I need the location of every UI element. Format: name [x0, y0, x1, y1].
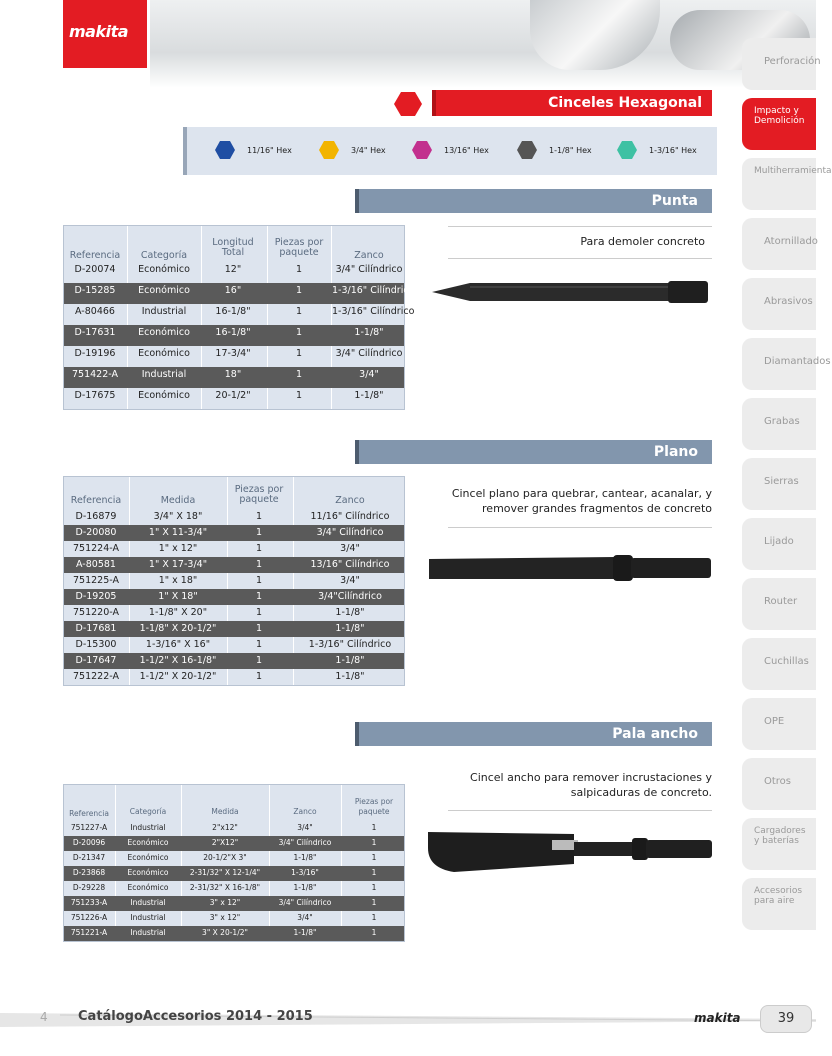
col-categoria: Categoría: [140, 250, 188, 261]
table-cell: 1-1/8": [335, 671, 365, 682]
tool-photo-part: [530, 0, 660, 70]
table-row: [64, 541, 404, 557]
side-tab-label: Grabas: [764, 416, 800, 427]
makita-footer-logo: makita: [694, 1011, 741, 1025]
table-cell: Económico: [138, 327, 190, 338]
table-cell: 3/4": [359, 369, 379, 380]
table-cell: 1: [295, 327, 303, 338]
col-categoria: Categoría: [129, 807, 167, 816]
table-cell: 16-1/8": [215, 327, 251, 338]
side-tab[interactable]: [742, 578, 816, 630]
table-cell: 3/4": [340, 543, 360, 554]
table-cell: 1: [295, 369, 303, 380]
table-cell: 1-1/8": [293, 928, 317, 937]
table-cell: 1-1/8" X 20": [148, 607, 208, 618]
table-cell: 1-3/16": [291, 868, 319, 877]
table-cell: 1: [255, 639, 263, 650]
page-number: 39: [760, 1005, 812, 1033]
table-row: [64, 866, 404, 881]
table-cell: 1: [371, 853, 377, 862]
side-tab[interactable]: [742, 218, 816, 270]
table-row: [64, 851, 404, 866]
table-cell: 1-1/8": [335, 655, 365, 666]
col-medida: Medida: [160, 495, 196, 506]
table-cell: 1: [255, 559, 263, 570]
table-cell: Económico: [127, 838, 169, 847]
table-cell: 3/4" Cilíndrico: [316, 527, 384, 538]
table-cell: 3/4" Cilíndrico: [335, 264, 403, 275]
table-cell: 17-3/4": [215, 348, 251, 359]
table-row: [64, 896, 404, 911]
table-cell: 16-1/8": [215, 306, 251, 317]
side-tab[interactable]: [742, 338, 831, 390]
table-cell: 3/4": [340, 575, 360, 586]
pala-table: [63, 784, 405, 942]
col-referencia: Referencia: [69, 250, 121, 261]
table-row: [64, 262, 404, 283]
pala-description: Cincel ancho para remover incrustaciones y salpicaduras de concreto.: [470, 771, 712, 799]
table-cell: 751222-A: [73, 671, 119, 682]
table-row: [64, 605, 404, 621]
table-cell: Económico: [138, 264, 190, 275]
table-cell: 1: [255, 623, 263, 634]
table-cell: Económico: [138, 348, 190, 359]
col-medida: Medida: [211, 807, 239, 816]
table-cell: D-19196: [74, 348, 116, 359]
side-tab[interactable]: [742, 278, 816, 330]
side-tab[interactable]: [742, 758, 816, 810]
table-cell: 18": [224, 369, 242, 380]
table-cell: Industrial: [130, 898, 166, 907]
side-tab-label: Diamantados: [764, 356, 831, 367]
table-cell: Industrial: [130, 823, 166, 832]
col-referencia: Referencia: [69, 809, 109, 818]
table-cell: 20-1/2"X 3": [203, 853, 247, 862]
table-row: [64, 304, 415, 325]
table-cell: 1-3/16" X 16": [145, 639, 211, 650]
side-tab[interactable]: [742, 518, 816, 570]
table-cell: 2-31/32" X 12-1/4": [189, 868, 261, 877]
table-cell: Industrial: [130, 928, 166, 937]
table-cell: 3/4"Cilíndrico: [318, 591, 382, 602]
table-cell: D-20074: [74, 264, 116, 275]
pala-section-header: Pala ancho: [355, 722, 712, 746]
table-cell: 1-3/16" Cilíndrico: [332, 306, 415, 317]
table-cell: D-17675: [74, 390, 116, 401]
table-cell: 1: [255, 607, 263, 618]
plano-description: Cincel plano para quebrar, cantear, acanalar, y remover grandes fragmentos de concreto: [451, 487, 712, 515]
table-cell: 1: [371, 868, 377, 877]
table-cell: D-20096: [72, 838, 106, 847]
table-cell: 1: [295, 264, 303, 275]
table-cell: 1-1/8": [293, 853, 317, 862]
table-cell: Industrial: [130, 913, 166, 922]
table-cell: 1: [371, 838, 377, 847]
table-cell: 751220-A: [73, 607, 119, 618]
table-cell: A-80466: [75, 306, 115, 317]
side-tab[interactable]: [742, 698, 816, 750]
point-chisel-image: [430, 280, 712, 304]
table-cell: 1-1/8": [335, 607, 365, 618]
hexagon-icon: [215, 141, 235, 159]
table-cell: D-20080: [75, 527, 117, 538]
plano-table: [63, 476, 405, 686]
table-cell: 3/4": [297, 823, 313, 832]
table-cell: 11/16" Cilíndrico: [310, 511, 390, 522]
table-cell: D-15300: [75, 639, 117, 650]
punta-table: [63, 225, 415, 410]
table-row: [64, 346, 404, 367]
table-row: [64, 557, 404, 573]
table-cell: 3/4" Cilíndrico: [278, 898, 332, 907]
table-cell: 1" X 11-3/4": [148, 527, 208, 538]
side-tab-label: Cuchillas: [764, 656, 809, 667]
table-cell: Industrial: [141, 306, 187, 317]
table-cell: 751233-A: [70, 898, 108, 907]
table-cell: D-23868: [72, 868, 106, 877]
table-cell: 1-1/2" X 20-1/2": [139, 671, 217, 682]
table-cell: 1: [295, 348, 303, 359]
table-row: [64, 388, 404, 409]
side-tab[interactable]: [742, 878, 816, 930]
legend-item: 1-3/16" Hex: [617, 141, 697, 159]
table-cell: 1: [255, 671, 263, 682]
side-tab[interactable]: [742, 398, 816, 450]
table-cell: Económico: [127, 853, 169, 862]
table-cell: 3" x 12": [209, 898, 241, 907]
legend-item: 1-1/8" Hex: [517, 141, 592, 159]
col-zanco: Zanco: [335, 495, 365, 506]
table-cell: 751227-A: [70, 823, 108, 832]
side-tab-label: OPE: [764, 716, 785, 727]
table-cell: 1: [295, 390, 303, 401]
hexagon-icon: [517, 141, 537, 159]
hex-legend: [183, 127, 717, 175]
table-cell: 12": [224, 264, 242, 275]
side-tab-label: Impacto y Demolición: [754, 106, 805, 126]
side-tab-label: Cargadores y baterías: [754, 826, 806, 846]
table-cell: 1: [255, 527, 263, 538]
table-cell: D-29228: [72, 883, 106, 892]
table-cell: Económico: [138, 285, 190, 296]
legend-item: 13/16" Hex: [412, 141, 489, 159]
table-cell: 1-3/16" Cilíndrico: [332, 285, 415, 296]
punta-section-header: Punta: [355, 189, 712, 213]
table-cell: 1" x 12": [158, 543, 198, 554]
table-cell: D-16879: [75, 511, 117, 522]
table-row: [64, 836, 404, 851]
table-cell: 20-1/2": [215, 390, 251, 401]
table-cell: D-17631: [74, 327, 116, 338]
table-cell: 1-1/8": [354, 390, 384, 401]
side-tab[interactable]: [742, 818, 816, 870]
table-cell: D-19205: [75, 591, 117, 602]
table-row: [64, 821, 404, 836]
table-cell: 1: [255, 511, 263, 522]
table-row: [64, 621, 404, 637]
wide-chisel-image: [424, 828, 716, 874]
makita-logo: makita: [63, 0, 147, 68]
table-cell: 3/4" Cilíndrico: [335, 348, 403, 359]
table-cell: 1: [255, 655, 263, 666]
left-page-number: 4: [40, 1010, 48, 1024]
table-cell: 1: [295, 285, 303, 296]
table-row: [64, 325, 404, 346]
table-cell: 3" X 20-1/2": [202, 928, 248, 937]
side-tab-label: Accesorios para aire: [754, 886, 803, 906]
header-tool-photo: [150, 0, 821, 88]
section-title: Cinceles Hexagonal: [432, 90, 712, 116]
table-row: [64, 637, 404, 653]
col-piezas: Piezas por paquete: [274, 237, 324, 258]
table-cell: 1" x 18": [158, 575, 198, 586]
table-cell: Económico: [127, 883, 169, 892]
table-row: [64, 926, 404, 941]
legend-item: 11/16" Hex: [215, 141, 292, 159]
table-cell: 1: [255, 543, 263, 554]
table-cell: 1-1/8": [354, 327, 384, 338]
table-cell: 1: [371, 883, 377, 892]
table-cell: 1-3/16" Cilíndrico: [308, 639, 392, 650]
side-tab-label: Otros: [764, 776, 792, 787]
table-cell: 1: [371, 898, 377, 907]
table-cell: 2"x12": [212, 823, 238, 832]
table-row: [64, 367, 404, 388]
table-cell: 1" X 17-3/4": [148, 559, 208, 570]
hexagon-icon: [319, 141, 339, 159]
punta-description: Para demoler concreto: [580, 235, 705, 248]
table-row: [64, 589, 404, 605]
side-tab-label: Perforación: [764, 56, 821, 67]
divider: [448, 226, 712, 227]
side-tab-label: Multiherramienta: [754, 166, 832, 176]
side-tab[interactable]: [742, 38, 821, 90]
divider: [448, 810, 712, 811]
table-row: [64, 525, 404, 541]
table-cell: 3/4": [297, 913, 313, 922]
legend-item: 3/4" Hex: [319, 141, 386, 159]
table-cell: Industrial: [141, 369, 187, 380]
table-cell: 16": [224, 285, 242, 296]
table-cell: D-17647: [75, 655, 117, 666]
table-row: [64, 283, 415, 304]
hexagon-icon: [617, 141, 637, 159]
table-cell: 751221-A: [70, 928, 108, 937]
table-cell: 2-31/32" X 16-1/8": [189, 883, 261, 892]
col-zanco: Zanco: [293, 807, 317, 816]
table-cell: 1-1/2" X 16-1/8": [139, 655, 217, 666]
table-cell: 1-1/8": [293, 883, 317, 892]
table-cell: 751224-A: [73, 543, 119, 554]
table-row: [64, 509, 404, 525]
table-cell: 1: [371, 913, 377, 922]
table-cell: 3/4" Cilíndrico: [278, 838, 332, 847]
hexagon-icon: [394, 92, 422, 116]
table-row: [64, 573, 404, 589]
table-row: [64, 653, 404, 669]
table-cell: 1: [371, 823, 377, 832]
table-cell: 1: [255, 591, 263, 602]
hexagon-icon: [412, 141, 432, 159]
side-tab-label: Sierras: [764, 476, 799, 487]
col-zanco: Zanco: [354, 250, 384, 261]
table-row: [64, 881, 404, 896]
divider: [448, 527, 712, 528]
table-cell: 1: [371, 928, 377, 937]
table-cell: A-80581: [76, 559, 116, 570]
table-cell: D-17681: [75, 623, 117, 634]
catalog-title: CatálogoAccesorios 2014 - 2015: [78, 1009, 313, 1024]
side-tab-label: Router: [764, 596, 798, 607]
table-cell: 751225-A: [73, 575, 119, 586]
table-cell: 1-1/8" X 20-1/2": [139, 623, 217, 634]
table-cell: Económico: [138, 390, 190, 401]
table-cell: 1-1/8": [335, 623, 365, 634]
plano-section-header: Plano: [355, 440, 712, 464]
table-cell: 1" X 18": [158, 591, 198, 602]
col-longitud: Longitud Total: [212, 237, 254, 258]
table-cell: Económico: [127, 868, 169, 877]
table-cell: 1: [255, 575, 263, 586]
side-tab-label: Abrasivos: [764, 296, 813, 307]
table-cell: 751422-A: [72, 369, 118, 380]
side-tab-label: Atornillado: [764, 236, 818, 247]
col-piezas: Piezas por paquete: [234, 484, 284, 505]
side-tab[interactable]: [742, 458, 816, 510]
col-piezas: Piezas por paquete: [354, 797, 394, 816]
flat-chisel-image: [425, 555, 715, 581]
table-row: [64, 911, 404, 926]
table-cell: 2"X12": [211, 838, 239, 847]
side-tab[interactable]: [742, 158, 832, 210]
table-cell: D-15285: [74, 285, 116, 296]
table-cell: 751226-A: [70, 913, 108, 922]
side-tab[interactable]: [742, 98, 816, 150]
side-tab-label: Lijado: [764, 536, 794, 547]
side-tab[interactable]: [742, 638, 816, 690]
table-cell: D-21347: [72, 853, 106, 862]
table-cell: 13/16" Cilíndrico: [310, 559, 390, 570]
table-cell: 3" x 12": [209, 913, 241, 922]
table-row: [64, 669, 404, 685]
table-cell: 1: [295, 306, 303, 317]
table-cell: 3/4" X 18": [153, 511, 203, 522]
col-referencia: Referencia: [70, 495, 122, 506]
divider: [448, 258, 712, 259]
